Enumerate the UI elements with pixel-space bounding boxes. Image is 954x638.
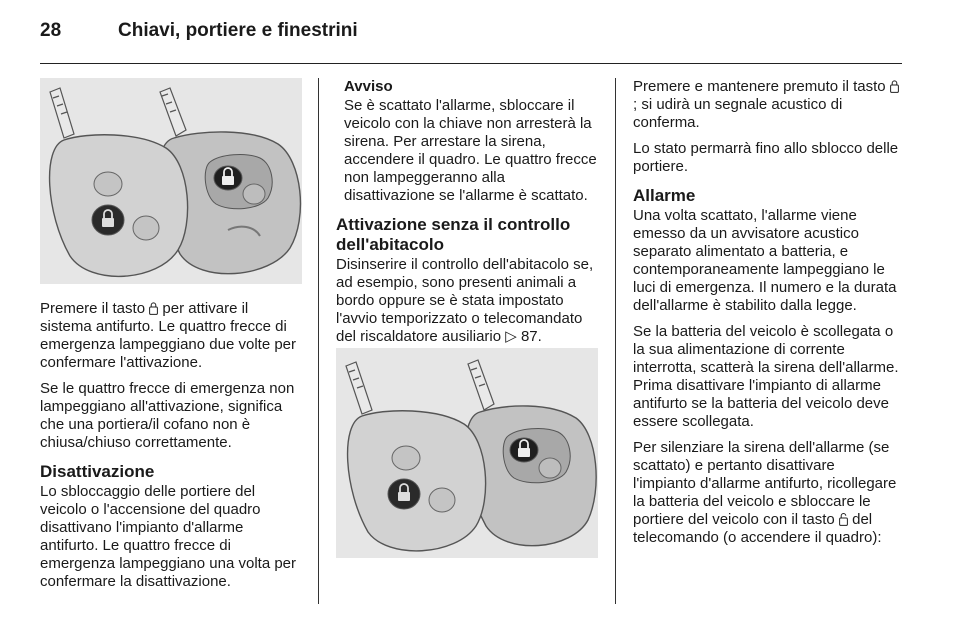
page-number: 28 [40, 20, 62, 41]
deactivation-paragraph: Lo sbloccaggio delle portiere del veicolo o l'accensione del quadro disattivano l'impianto d'allarme antifurto. Le quattro frecce di emergenza lampeggiano una volta per confermare la disattivazione. [40, 483, 297, 590]
section-heading-disattivazione: Disattivazione [40, 462, 155, 481]
padlock-open-icon [839, 513, 848, 526]
activation-paragraph [40, 300, 304, 372]
section-heading-allarme: Allarme [633, 186, 696, 205]
section-heading-attivazione: Attivazione senza il controllo dell'abitacolo [336, 215, 571, 254]
text-span: Per silenziare la sirena dell'allarme (se scattato) e pertanto disattivare l'impianto d'allarme antifurto, ricollegare la batteria del veicolo e sbloccare le portiere del veicolo con il tasto [633, 439, 897, 528]
text-span: ; si udirà un segnale acustico di conferma. [633, 96, 843, 131]
hazard-warning-paragraph: Se le quattro frecce di emergenza non lampeggiano all'attivazione, significa che una portiera/il cofano non è chiusa/chiuso correttamente. [40, 380, 295, 451]
column-1 [40, 300, 304, 599]
silence-siren-paragraph [633, 439, 899, 547]
padlock-closed-icon [149, 302, 158, 315]
text-span: del telecomando (o accendere il quadro): [633, 511, 882, 546]
text-span: per attivare il sistema antifurto. Le quattro frecce di emergenza lampeggiano due volte per confermare l'attivazione. [40, 300, 297, 371]
column-3 [633, 78, 899, 555]
header-rule [40, 63, 902, 64]
page-header [40, 20, 902, 46]
note-title: Avviso [344, 78, 393, 95]
padlock-closed-icon [890, 80, 899, 93]
column-divider-1 [318, 78, 319, 604]
text-span: Disinserire il controllo dell'abitacolo se, ad esempio, sono presenti animali a bordo oppure se è stata impostato l'avvio temporizzato o telecomandato del riscaldatore ausiliario [336, 256, 594, 345]
hold-button-paragraph [633, 78, 899, 132]
key-fob-illustration [40, 78, 302, 284]
key-fob-illustration [336, 348, 598, 558]
text-span: Premere il tasto [40, 300, 150, 317]
key-fob-figure-hold [336, 348, 598, 558]
interior-monitoring-paragraph [336, 256, 598, 346]
page-reference: ▷ 87. [505, 328, 542, 345]
note-box [336, 78, 598, 205]
column-2 [336, 78, 598, 354]
battery-paragraph: Se la batteria del veicolo è scollegata o la sua alimentazione di corrente interrotta, scatterà la sirena dell'allarme. Prima disattivare l'impianto di allarme antifurto se la batteria del veicolo deve essere scollegata. [633, 323, 899, 430]
alarm-paragraph: Una volta scattato, l'allarme viene emesso da un avvisatore acustico separato alimentato a batteria, e contemporaneamente lampeggiano le luci di emergenza. Il numero e la durata dell'allarme è stabilito dalla legge. [633, 207, 897, 314]
status-paragraph: Lo stato permarrà fino allo sblocco delle portiere. [633, 140, 899, 175]
column-divider-2 [615, 78, 616, 604]
text-span: Premere e mantenere premuto il tasto [633, 78, 890, 95]
note-text: Se è scattato l'allarme, sbloccare il veicolo con la chiave non arresterà la sirena. Per arrestare la sirena, accendere il quadro. Le quattro frecce non lampeggeranno alla disattivazione se l'allarme è scattato. [344, 97, 597, 204]
chapter-title: Chiavi, portiere e finestrini [118, 20, 358, 41]
key-fob-figure-lock [40, 78, 302, 284]
